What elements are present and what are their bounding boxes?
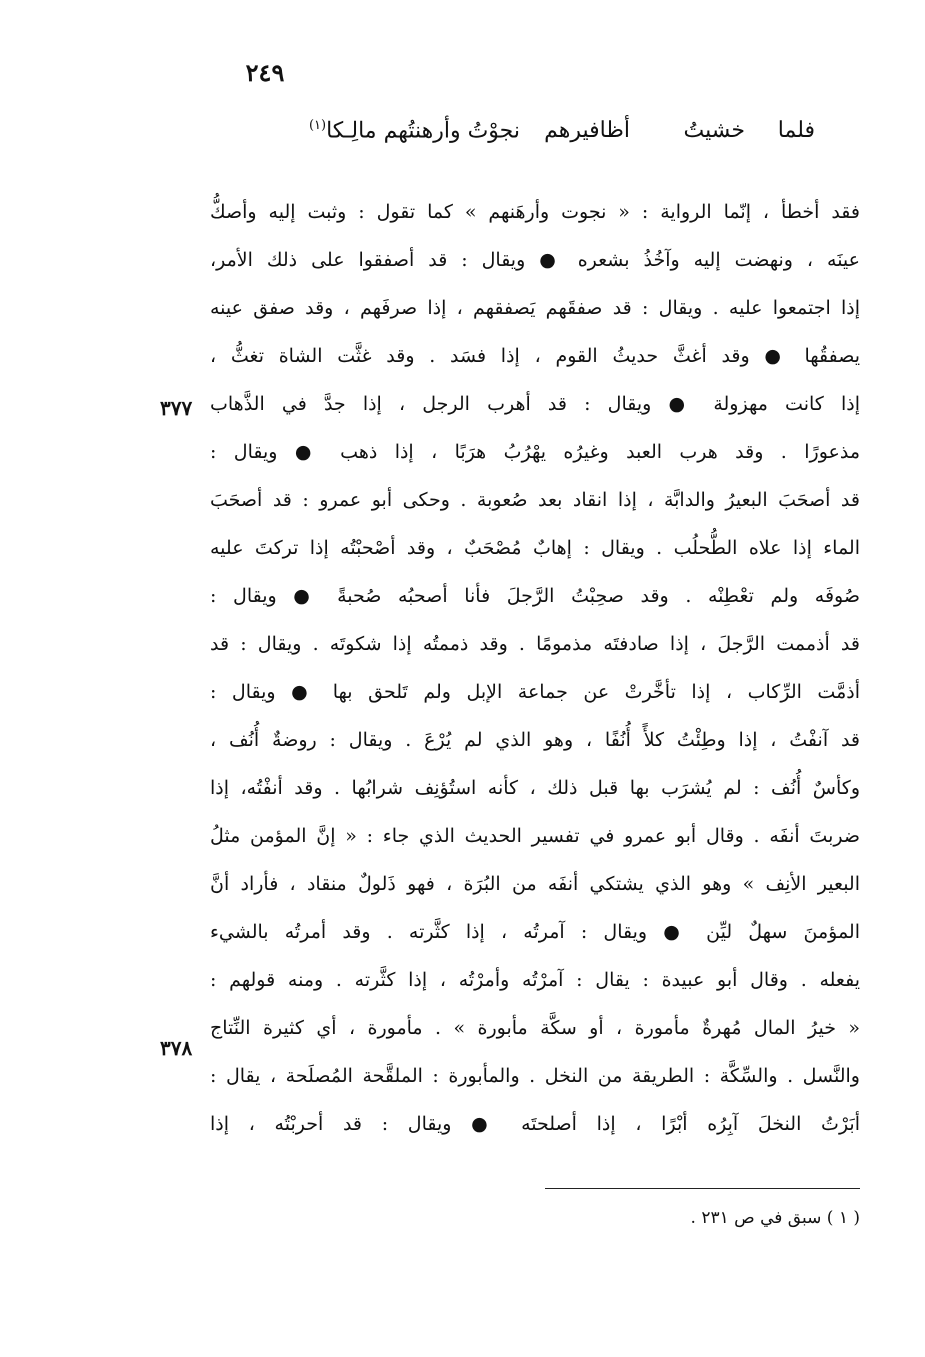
- margin-number: ٣٧٧: [160, 396, 193, 420]
- margin-number: ٣٧٨: [160, 1036, 193, 1060]
- text-line: ضربتَ أنفَه . وقال أبو عمرو في تفسير الحديث الذي جاء : « إنَّ المؤمن مثلُ: [210, 825, 860, 847]
- verse-footnote-ref: (١): [308, 118, 327, 133]
- text-line: وكأسٌ أُنُف : لم يُشرَب بها قبل ذلك ، كأنه استُؤنِف شرابُها . وقد أنفْتُه، إذا: [210, 777, 860, 799]
- text-line: فقد أخطأ ، إنّما الرواية : « نجوت وأرهَنهم » كما تقول : وثبت إليه وأصكُّ: [210, 201, 860, 223]
- text-line: يصفقُها ● وقد أغثَّ حديثُ القوم ، إذا فسَد . وقد غثَّت الشاة تغثُّ ،: [210, 345, 860, 367]
- verse-part-1: فلما: [777, 118, 815, 143]
- verse-part-4: [309, 118, 520, 143]
- footnote: ( ١ ) سبق في ص ٢٣١ .: [690, 1208, 860, 1228]
- text-line: « خيرُ المال مُهرةٌ مأمورة ، أو سكَّة مأبورة » . مأمورة ، أي كثيرة النِّتاج: [210, 1017, 860, 1039]
- text-line: قد أذممت الرَّجلَ ، إذا صادفتَه مذمومًا . وقد ذممتُه إذا شكوتَه . ويقال : قد: [210, 633, 860, 655]
- text-line: عينَه ، ونهضت إليه وآخُذُ بشعره ● ويقال : قد أصفقوا على ذلك الأمر،: [210, 249, 860, 271]
- verse-part-2: خشيتُ: [683, 118, 745, 143]
- verse-part-3: أظافيرهم: [544, 118, 630, 143]
- text-line: المؤمنَ سهلٌ ليِّن ● ويقال : آمرتُه ، إذا كثَّرته . وقد أمرتُه بالشيء: [210, 921, 860, 943]
- text-line: صُوفَه ولم تعْطِنْه . وقد صحِبْتُ الرَّجلَ فأنا أصحبُه صُحبةً ● ويقال :: [210, 585, 860, 607]
- text-line: إذا اجتمعوا عليه . ويقال : قد صفقَهم يَصفقهم ، إذا صرفَهم ، وقد صفق عينه: [210, 297, 860, 319]
- verse-line: [255, 118, 815, 158]
- text-line: الماء إذا علاه الطُّحلُب . ويقال : إهابٌ مُصْحَبٌ ، وقد أصْحبْتُه إذا تركتَ عليه: [210, 537, 860, 559]
- text-line: والنَّسل . والسِّكَّة : الطريقة من النخل . والمأبورة : الملقَّحة المُصلَحة ، يقال :: [210, 1065, 860, 1087]
- text-line: قد أصحَبَ البعيرُ والدابَّة ، إذا انقاد بعد صُعوبة . وحكى أبو عمرو : قد أصحَبَ: [210, 489, 860, 511]
- verse-part-4-text: نجوْتُ وأرهنتُهم مالِـكا: [326, 118, 520, 144]
- text-line: يفعله . وقال أبو عبيدة : يقال : آمرْتُه وأمرْتُه ، إذا كثَّرته . ومنه قولهم :: [210, 969, 860, 991]
- text-line: إذا كانت مهزولة ● ويقال : قد أهرب الرجل ، إذا جدَّ في الذَّهاب: [210, 393, 860, 415]
- text-line: أذمَّت الرِّكاب ، إذا تأخَّرتْ عن جماعة الإبل ولم تَلحق بها ● ويقال :: [210, 681, 860, 703]
- footnote-divider: [545, 1188, 860, 1189]
- text-line: أبَرْتُ النخلَ آبِرُه أبْرًا ، إذا أصلحتَه ● ويقال : قد أحربْتُه ، إذا: [210, 1113, 860, 1135]
- body-text: [210, 188, 860, 1148]
- page-number: ٢٤٩: [245, 58, 285, 87]
- text-line: مذعورًا . وقد هرب العبد وغيرُه يهْرُبُ هرَبًا ، إذا ذهب ● ويقال :: [210, 441, 860, 463]
- text-line: البعير الأنِف » وهو الذي يشتكي أنفَه من البُرَة ، فهو ذَلولٌ منقاد ، فأراد أنَّ: [210, 873, 860, 895]
- text-line: قد آنفْتُ ، إذا وطِئْتُ كلأً أُنُفًا ، وهو الذي لم يُرْعَ . ويقال : روضةٌ أُنُف ،: [210, 729, 860, 751]
